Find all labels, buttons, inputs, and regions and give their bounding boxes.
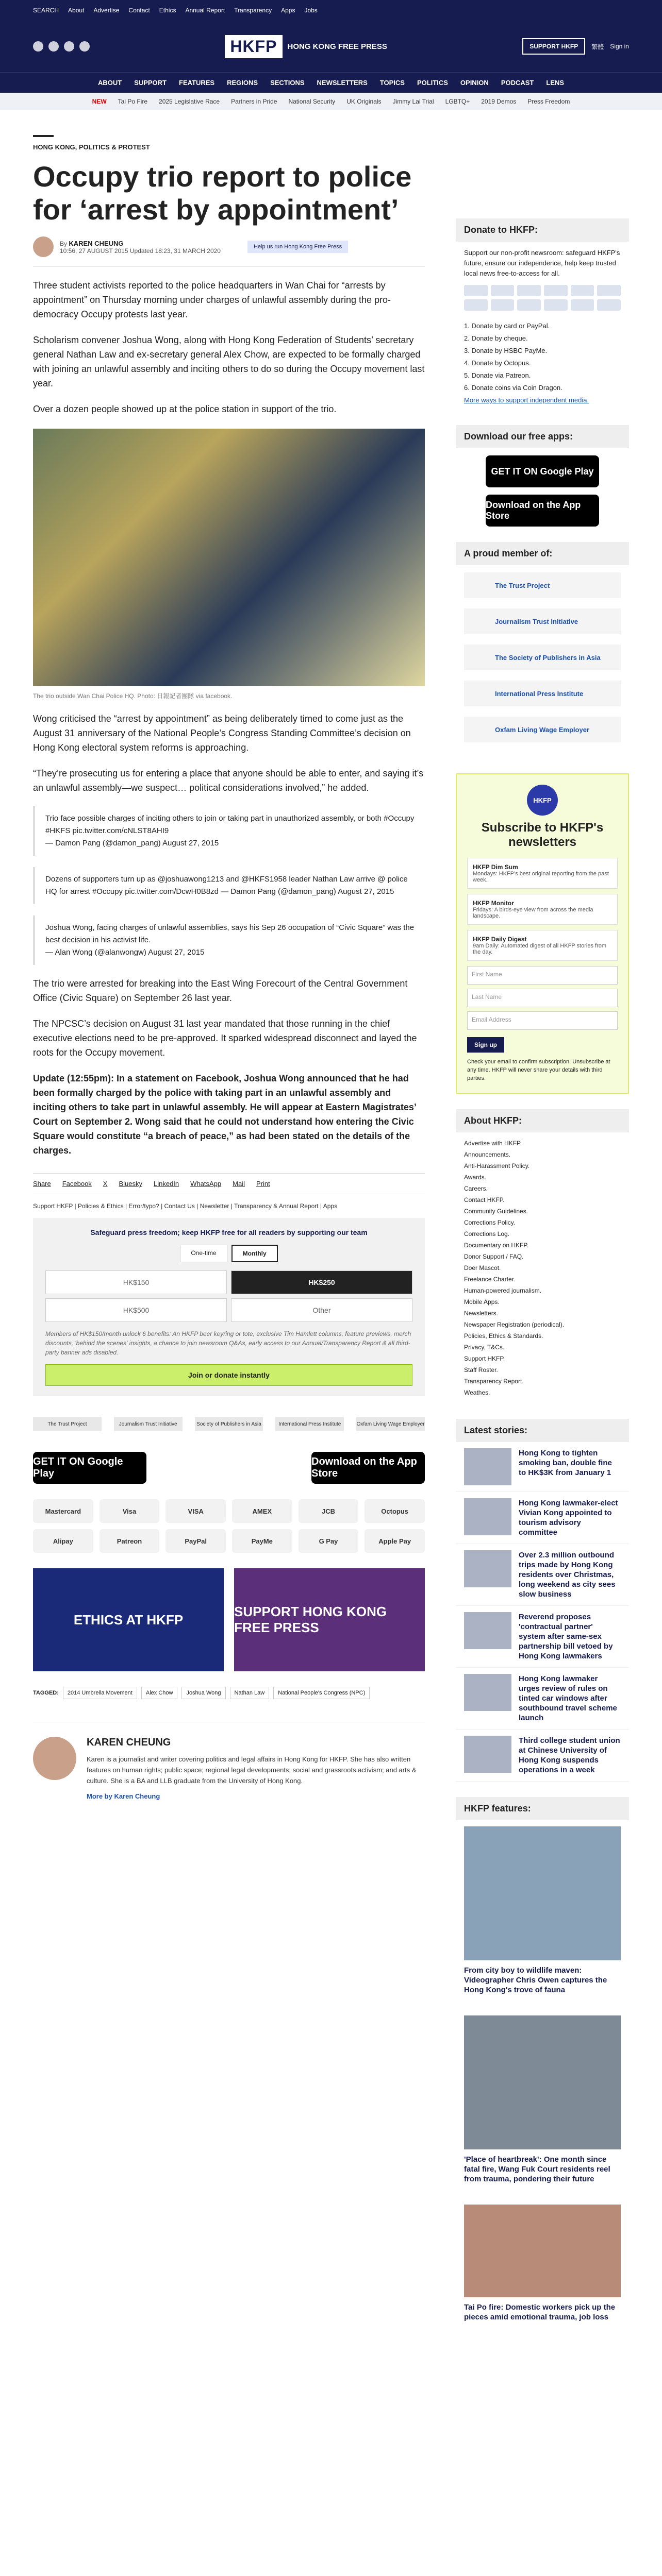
about-link[interactable]: Corrections Log. [464, 1230, 510, 1238]
about-link[interactable]: Policies, Ethics & Standards. [464, 1332, 543, 1340]
card-icon [517, 299, 541, 311]
payment-methods [33, 1499, 425, 1553]
latest-heading: Latest stories: [456, 1419, 629, 1442]
trending-link[interactable]: 2025 Legislative Race [159, 98, 220, 105]
trust-project-logo[interactable]: The Trust Project [33, 1417, 102, 1431]
author-name[interactable]: KAREN CHEUNG [69, 239, 124, 247]
story-title[interactable]: Hong Kong lawmaker urges review of rules on tinted car windows after southbound travel scheme launch [519, 1674, 617, 1722]
frequency-one-time[interactable]: One-time [180, 1245, 227, 1262]
trending-link[interactable]: Tai Po Fire [118, 98, 148, 105]
share-bar [33, 1173, 425, 1194]
sopa-logo[interactable]: Society of Publishers in Asia [195, 1417, 263, 1431]
app-badges [33, 1452, 425, 1484]
facebook-icon[interactable] [33, 41, 43, 52]
about-link[interactable]: Staff Roster. [464, 1366, 498, 1374]
member-benefits: Members of HK$150/month unlock 6 benefits: An HKFP beer keyring or tote, exclusive Tim Hamlett columns, feature previews, merch discounts, 'behind the scenes' insights, a chance to join newsroom Q&As, early access to our Annual/Transparency Report & all third-party banner ads disabled. [45, 1330, 411, 1356]
story-thumbnail [464, 1674, 511, 1711]
amount-option[interactable]: HK$250 [231, 1270, 412, 1294]
newsletter-title: Subscribe to HKFP's newsletters [481, 821, 604, 849]
footer-links[interactable]: Support HKFP | Policies & Ethics | Error/typo? | Contact Us | Newsletter | Transparency & Annual Report | Apps [33, 1202, 338, 1210]
card-icon [597, 299, 621, 311]
member-logo[interactable]: Oxfam Living Wage Employer [464, 717, 621, 742]
sidebar-google-play-badge[interactable]: GET IT ON Google Play [486, 455, 599, 487]
share-bluesky[interactable]: Bluesky [119, 1180, 142, 1188]
paragraph: The trio were arrested for breaking into the East Wing Forecourt of the Central Government Office (Civic Square) on September 26 last year. [33, 978, 408, 1003]
tweet-text: Joshua Wong, facing charges of unlawful assemblies, says his Sep 26 occupation of “Civic Square” was the best decision in his activist life. [45, 923, 415, 944]
card-icon [544, 299, 568, 311]
email-field[interactable]: Email Address [467, 1011, 618, 1030]
feature-story[interactable] [456, 1820, 629, 2009]
nav-item[interactable]: SECTIONS [270, 79, 305, 87]
support-hkfp-button[interactable]: SUPPORT HKFP [522, 38, 585, 55]
donate-method[interactable]: 5. Donate via Patreon. [464, 371, 531, 379]
topbar-link[interactable]: Apps [281, 7, 295, 14]
google-play-badge[interactable]: GET IT ON Google Play [33, 1452, 146, 1484]
nav-item[interactable]: POLITICS [417, 79, 448, 87]
latest-story[interactable] [456, 1442, 629, 1492]
support-banner[interactable]: Help us run Hong Kong Free Press [247, 241, 348, 253]
story-title[interactable]: Over 2.3 million outbound trips made by Hong Kong residents over Christmas, long weekend as city sees slow business [519, 1551, 616, 1599]
latest-story[interactable] [456, 1668, 629, 1730]
oxfam-logo[interactable]: Oxfam Living Wage Employer [356, 1417, 425, 1431]
story-title[interactable]: Hong Kong to tighten smoking ban, double fine to HK$3K from January 1 [519, 1449, 612, 1477]
trending-nav [0, 93, 662, 110]
tag-link[interactable]: Nathan Law [230, 1687, 270, 1699]
tag-link[interactable]: Joshua Wong [181, 1687, 225, 1699]
story-thumbnail [464, 1448, 511, 1485]
card-icon [464, 285, 488, 296]
trending-link[interactable]: National Security [288, 98, 336, 105]
top-utility-bar [0, 0, 662, 21]
nav-item[interactable]: PODCAST [501, 79, 534, 87]
article-title: Occupy trio report to police for ‘arrest by appointment’ [33, 160, 412, 226]
more-ways-link[interactable]: More ways to support independent media. [464, 396, 589, 404]
about-link[interactable]: Awards. [464, 1174, 487, 1181]
latest-story[interactable] [456, 1544, 629, 1606]
nav-item[interactable]: OPINION [460, 79, 489, 87]
search-link[interactable]: SEARCH [33, 7, 59, 14]
member-logo[interactable]: International Press Institute [464, 681, 621, 706]
topbar-link[interactable]: Jobs [304, 7, 318, 14]
newsletter-desc: 9am Daily: Automated digest of all HKFP stories from the day. [473, 943, 607, 955]
frequency-monthly[interactable]: Monthly [231, 1245, 278, 1262]
newsletter-desc: Mondays: HKFP's best original reporting from the past week. [473, 871, 609, 883]
about-link[interactable]: Newsletters. [464, 1310, 499, 1317]
more-by-author-link[interactable]: More by Karen Cheung [87, 1792, 160, 1800]
share-print[interactable]: Print [256, 1180, 270, 1188]
article-category[interactable]: HONG KONG, POLITICS & PROTEST [33, 135, 54, 151]
about-link[interactable]: Announcements. [464, 1151, 511, 1158]
site-logo[interactable] [225, 35, 387, 58]
about-link[interactable]: Donor Support / FAQ. [464, 1253, 524, 1260]
share-label: Share [33, 1180, 51, 1188]
member-logo[interactable]: The Trust Project [464, 572, 621, 598]
newsletter-name: HKFP Daily Digest [473, 936, 527, 943]
about-link[interactable]: Contact HKFP. [464, 1196, 505, 1204]
trending-link[interactable]: Press Freedom [527, 98, 570, 105]
newsletter-option[interactable] [467, 930, 618, 961]
topbar-link[interactable]: Annual Report [185, 7, 225, 14]
trending-link[interactable]: 2019 Demos [481, 98, 517, 105]
paragraph: Wong criticised the “arrest by appointment” as being deliberately timed to come just as the August 31 anniversary of the National People’s Congress Standing Committee’s decision on Hong Kong electoral system reforms is approaching. [33, 714, 411, 753]
newsletter-note: Check your email to confirm subscription. Unsubscribe at any time. HKFP will never share your details with third parties. [467, 1059, 610, 1081]
apps-heading: Download our free apps: [456, 425, 629, 448]
donation-title: Safeguard press freedom; keep HKFP free for all readers by supporting our team [90, 1228, 368, 1236]
nav-item[interactable]: FEATURES [179, 79, 215, 87]
donate-method[interactable]: 3. Donate by HSBC PayMe. [464, 347, 548, 354]
newsletter-option[interactable] [467, 858, 618, 889]
tweet-text: Trio face possible charges of inciting others to join or taking part in unauthorized assembly, or both #Occupy #HKFS pic.twitter.com/cNLST8AHI9 [45, 814, 415, 835]
new-label: NEW [92, 98, 107, 105]
author-bio: Karen is a journalist and writer covering politics and legal affairs in Hong Kong for HKFP. She has also written features on human rights; public space; regional legal developments; social and grassroots activism; and arts & culture. She is a BA and LLB graduate from the University of Hong Kong. [87, 1755, 417, 1785]
tweet-author: — Damon Pang (@damon_pang) August 27, 2015 [45, 839, 219, 848]
member-logo[interactable]: Journalism Trust Initiative [464, 608, 621, 634]
feature-title[interactable]: Tai Po fire: Domestic workers pick up the pieces amid emotional trauma, job loss [464, 2303, 616, 2321]
payment-icon[interactable]: AMEX [232, 1499, 292, 1523]
donate-text[interactable]: Support our non-profit newsroom: safeguard HKFP's future, ensure our independence, help keep trusted local news free-to-access for all. [464, 249, 620, 277]
paragraph: “They’re prosecuting us for entering a place that anyone should be able to enter, and saying it’s an unlawful assembly—we suspect… political considerations involved,” he added. [33, 768, 424, 793]
byline: By KAREN CHEUNG 10:56, 27 AUGUST 2015 Updated 18:23, 31 MARCH 2020 Help us run Hong Kong Free Press [33, 236, 425, 267]
youtube-icon[interactable] [79, 41, 90, 52]
photo-caption: The trio outside Wan Chai Police HQ. Photo: 日報記者團隊 via facebook. [33, 692, 233, 700]
support-banner-large[interactable]: SUPPORT HONG KONG FREE PRESS [234, 1568, 425, 1671]
author-box-name[interactable]: KAREN CHEUNG [87, 1737, 171, 1748]
about-link[interactable]: Weathes. [464, 1389, 490, 1396]
card-icon [544, 285, 568, 296]
newsletter-name: HKFP Monitor [473, 900, 514, 907]
features-heading: HKFP features: [456, 1797, 629, 1820]
donate-method[interactable]: 6. Donate coins via Coin Dragon. [464, 384, 562, 392]
update-paragraph: Update (12:55pm): In a statement on Facebook, Joshua Wong announced that he had been formally charged by the police with taking part in an unlawful assembly and inciting others to take part in unlawful assembly. He will appear at Eastern Magistrates’ Court on September 2. Wong said that he could not understand how entering the Civic Square would constitute “a breach of peace,” as had been stated on the details of the charges. [33, 1073, 416, 1156]
payment-icon[interactable]: G Pay [299, 1529, 359, 1553]
about-heading: About HKFP: [456, 1109, 629, 1132]
about-link[interactable]: Corrections Policy. [464, 1219, 516, 1226]
about-link[interactable]: Careers. [464, 1185, 488, 1192]
about-link[interactable]: Documentary on HKFP. [464, 1242, 529, 1249]
paragraph: The NPCSC’s decision on August 31 last year mandated that those running in the chief executive elections need to be pre-approved. It sparked widespread disconnect and layed the roots for the Occupy movement. [33, 1019, 417, 1058]
x-icon[interactable] [48, 41, 59, 52]
card-icon [491, 285, 515, 296]
amount-option[interactable]: Other [231, 1298, 412, 1322]
instagram-icon[interactable] [64, 41, 74, 52]
donate-method[interactable]: 1. Donate by card or PayPal. [464, 322, 550, 330]
amount-option[interactable]: HK$500 [45, 1298, 227, 1322]
feature-title[interactable]: 'Place of heartbreak': One month since fatal fire, Wang Fuk Court residents reel from trauma, pondering their future [464, 2155, 610, 2183]
topbar-link[interactable]: Advertise [93, 7, 120, 14]
language-link[interactable]: 繁體 [591, 43, 604, 50]
app-store-badge[interactable]: Download on the App Store [311, 1452, 425, 1484]
social-icons [33, 41, 90, 52]
about-link[interactable]: Support HKFP. [464, 1355, 505, 1362]
ipi-logo[interactable]: International Press Institute [275, 1417, 344, 1431]
story-title[interactable]: Third college student union at Chinese University of Hong Kong suspends operations in a week [519, 1736, 620, 1774]
card-icon [464, 299, 488, 311]
last-name-field[interactable]: Last Name [467, 989, 618, 1007]
card-icon [491, 299, 515, 311]
newsletter-desc: Fridays: A birds-eye view from across the media landscape. [473, 907, 593, 919]
trending-link[interactable]: Jimmy Lai Trial [392, 98, 434, 105]
tag-link[interactable]: National People's Congress (NPC) [273, 1687, 370, 1699]
topbar-link[interactable]: About [68, 7, 85, 14]
tweet-text: Dozens of supporters turn up as @joshuawong1213 and @HKFS1958 leader Nathan Law arrive @ police HQ for arrest #Occupy pic.twitter.com/DcwH0B8zd — Damon Pang (@damon_pang) August 27, 2015 [45, 875, 408, 896]
about-link[interactable]: Community Guidelines. [464, 1208, 528, 1215]
member-logo[interactable]: The Society of Publishers in Asia [464, 645, 621, 670]
logo-text: HONG KONG FREE PRESS [287, 42, 387, 51]
tags [33, 1687, 425, 1699]
newsletter-option[interactable] [467, 894, 618, 925]
embedded-tweet[interactable] [33, 867, 425, 904]
card-icon [571, 285, 594, 296]
about-link[interactable]: Privacy, T&Cs. [464, 1344, 505, 1351]
tweet-author: — Alan Wong (@alanwongw) August 27, 2015 [45, 948, 205, 957]
trending-link[interactable]: LGBTQ+ [445, 98, 470, 105]
payment-icon[interactable]: Visa [100, 1499, 160, 1523]
card-icon [597, 285, 621, 296]
share-linkedin[interactable]: LinkedIn [154, 1180, 179, 1188]
story-thumbnail [464, 1550, 511, 1587]
nav-item[interactable]: TOPICS [379, 79, 405, 87]
story-thumbnail [464, 1612, 511, 1649]
about-link[interactable]: Freelance Charter. [464, 1276, 516, 1283]
trending-link[interactable]: UK Originals [346, 98, 382, 105]
promo-banners [33, 1568, 425, 1671]
sign-in-link[interactable]: Sign in [610, 43, 629, 50]
payment-icon[interactable]: Alipay [33, 1529, 93, 1553]
payment-icon[interactable]: PayMe [232, 1529, 292, 1553]
about-link[interactable]: Human-powered journalism. [464, 1287, 542, 1294]
tag-link[interactable]: 2014 Umbrella Movement [63, 1687, 137, 1699]
share-mail[interactable]: Mail [233, 1180, 245, 1188]
nav-item[interactable]: NEWSLETTERS [317, 79, 368, 87]
paragraph: Scholarism convener Joshua Wong, along with Hong Kong Federation of Students’ secretary general Nathan Law and ex-secretary general Alex Chow, are expected to be formally charged with joining an unlawful assembly and inciting others to do so during the Occupy movement last year. [33, 335, 425, 388]
share-whatsapp[interactable]: WhatsApp [190, 1180, 222, 1188]
trending-link[interactable]: Partners in Pride [231, 98, 277, 105]
paragraph: Over a dozen people showed up at the police station in support of the trio. [33, 404, 337, 414]
latest-story[interactable] [456, 1606, 629, 1668]
donate-method[interactable]: 2. Donate by cheque. [464, 334, 528, 342]
topbar-link[interactable]: Ethics [159, 7, 176, 14]
about-link[interactable]: Advertise with HKFP. [464, 1140, 522, 1147]
member-heading: A proud member of: [456, 542, 629, 565]
donate-heading: Donate to HKFP: [456, 218, 629, 242]
tag-link[interactable]: Alex Chow [141, 1687, 178, 1699]
author-photo[interactable] [33, 1737, 76, 1780]
payment-icon[interactable]: Octopus [365, 1499, 425, 1523]
donate-methods [456, 317, 629, 410]
feature-story[interactable] [456, 2009, 629, 2198]
about-link[interactable]: Anti-Harassment Policy. [464, 1162, 530, 1170]
feature-image [464, 2205, 621, 2297]
payment-icon[interactable]: Patreon [100, 1529, 160, 1553]
feature-image [464, 2015, 621, 2149]
sidebar-app-store-badge[interactable]: Download on the App Store [486, 495, 599, 527]
sign-up-button[interactable]: Sign up [467, 1037, 504, 1053]
partner-logos [33, 1417, 425, 1431]
payment-icon[interactable]: Apple Pay [365, 1529, 425, 1553]
about-link[interactable]: Doer Mascot. [464, 1264, 501, 1272]
feature-image [464, 1826, 621, 1960]
about-link[interactable]: Transparency Report. [464, 1378, 524, 1385]
site-header [0, 21, 662, 72]
join-donate-button[interactable]: Join or donate instantly [45, 1364, 412, 1386]
author-avatar[interactable] [33, 236, 54, 257]
ethics-banner[interactable]: ETHICS AT HKFP [33, 1568, 224, 1671]
story-thumbnail [464, 1736, 511, 1773]
about-link[interactable]: Newspaper Registration (periodical). [464, 1321, 565, 1328]
card-icon [517, 285, 541, 296]
nav-item[interactable]: LENS [546, 79, 565, 87]
tags-label: TAGGED: [33, 1690, 59, 1696]
latest-story[interactable] [456, 1730, 629, 1782]
topbar-link[interactable]: Contact [128, 7, 150, 14]
story-thumbnail [464, 1498, 511, 1535]
latest-story[interactable] [456, 1492, 629, 1544]
feature-story[interactable] [456, 2198, 629, 2336]
author-box [33, 1722, 425, 1800]
share-facebook[interactable]: Facebook [62, 1180, 92, 1188]
jti-logo[interactable]: Journalism Trust Initiative [114, 1417, 183, 1431]
paragraph: Three student activists reported to the police headquarters in Wan Chai for “arrests by appointment” on Thursday morning under charges of unlawful assembly during the pro-democracy Occupy protests last year. [33, 280, 391, 319]
article-dates: 10:56, 27 AUGUST 2015 Updated 18:23, 31 MARCH 2020 [60, 247, 221, 255]
article-column [33, 110, 425, 2336]
about-links [456, 1132, 629, 1403]
donate-method[interactable]: 4. Donate by Octopus. [464, 359, 531, 367]
amount-option[interactable]: HK$150 [45, 1270, 227, 1294]
topbar-link[interactable]: Transparency [234, 7, 272, 14]
payment-icon[interactable]: JCB [299, 1499, 359, 1523]
logo-mark: HKFP [225, 35, 282, 58]
nav-item[interactable]: ABOUT [97, 79, 122, 87]
card-icons [456, 279, 629, 317]
feature-title[interactable]: From city boy to wildlife maven: Videographer Chris Owen captures the Hong Kong's trove of fauna [464, 1966, 607, 1994]
payment-icon[interactable]: PayPal [166, 1529, 226, 1553]
newsletter-signup [456, 773, 629, 1094]
story-title[interactable]: Hong Kong lawmaker-elect Vivian Kong appointed to tourism advisory committee [519, 1499, 618, 1537]
member-logos [456, 565, 629, 760]
first-name-field[interactable]: First Name [467, 966, 618, 985]
nav-item[interactable]: SUPPORT [134, 79, 167, 87]
share-x[interactable]: X [103, 1180, 108, 1188]
embedded-tweet[interactable] [33, 806, 425, 856]
nav-item[interactable]: REGIONS [227, 79, 258, 87]
article-photo [33, 429, 425, 686]
payment-icon[interactable]: Mastercard [33, 1499, 93, 1523]
embedded-tweet[interactable] [33, 916, 425, 965]
donation-box [33, 1218, 425, 1396]
main-nav [0, 72, 662, 93]
newsletter-logo: HKFP [527, 785, 558, 816]
about-link[interactable]: Mobile Apps. [464, 1298, 500, 1306]
payment-icon[interactable]: VISA [166, 1499, 226, 1523]
newsletter-name: HKFP Dim Sum [473, 863, 518, 871]
card-icon [571, 299, 594, 311]
sidebar [456, 110, 629, 2336]
story-title[interactable]: Reverend proposes 'contractual partner' system after same-sex partnership bill vetoed by Hong Kong lawmakers [519, 1613, 613, 1660]
